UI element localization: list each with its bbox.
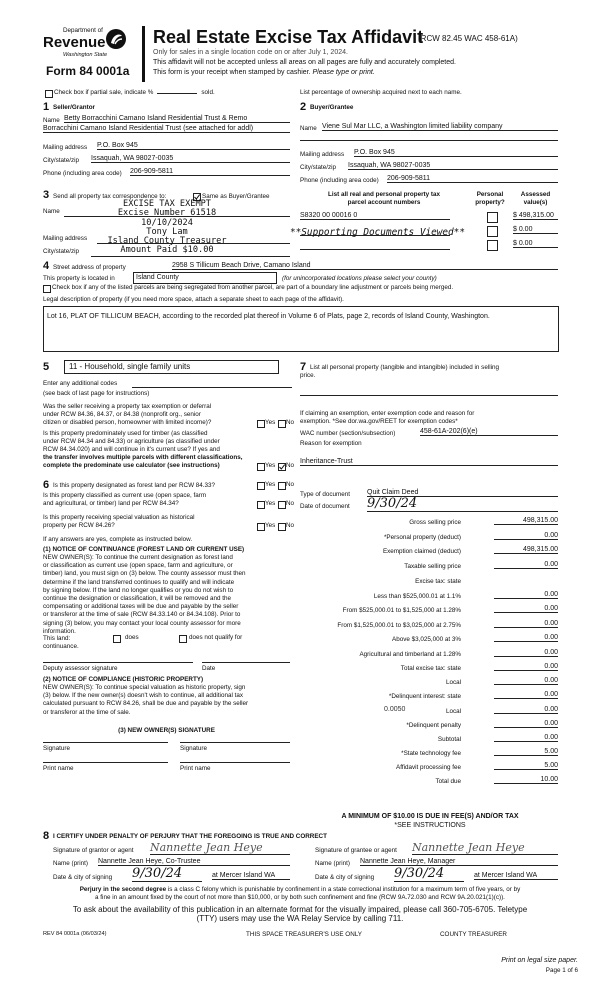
county-select-value: Island County (136, 274, 179, 281)
q5-2-line5: complete the predominate use calculator (see instructions) (43, 462, 220, 469)
q6-2-no-label: No (286, 500, 295, 507)
seller-mail-label: Mailing address (43, 144, 88, 151)
q5-1-yes-checkbox[interactable] (257, 420, 265, 428)
calc-label: Taxable selling price (404, 563, 461, 570)
revenue-logo-icon (105, 28, 127, 55)
owner-print-line-2 (180, 762, 290, 763)
dept-logo-text: Revenue (43, 34, 106, 51)
notice2-line: (3) below. If the new owner(s) doesn't wish to continue, all additional tax (43, 692, 244, 700)
document-type[interactable]: Quit Claim Deed (367, 489, 558, 497)
q6-3-line1: Is this property receiving special valuation as historical (43, 514, 195, 521)
q5-1-line2: under RCW 84.36, 84.37, or 84.38 (nonprofit org., senior (43, 411, 201, 418)
parcel-line-3 (300, 249, 450, 250)
calc-label: Affidavit processing fee (396, 764, 461, 771)
q5-2-line2: under RCW 84.34 and 84.33) or agriculture (as classified under (43, 438, 220, 445)
deputy-date-label: Date (202, 665, 216, 672)
q6-1-no-label: No (286, 481, 295, 488)
corr-name-label: Name (43, 208, 60, 215)
calc-value[interactable]: 0.00 (494, 591, 558, 599)
grantee-date-label: Date & city of signing (315, 874, 375, 881)
assessed-value-1[interactable]: $ 498,315.00 (513, 212, 558, 220)
calc-value[interactable]: 0.00 (494, 734, 558, 742)
grantor-city[interactable]: at Mercer Island WA (212, 872, 290, 880)
legal-description-label: Legal description of property (if you need more space, attach a separate sheet to each page of the affidavit). (43, 296, 344, 303)
calc-label: From $1,525,000.01 to $3,025,000 at 2.75% (337, 622, 461, 629)
q6-1-no-checkbox[interactable] (278, 482, 286, 490)
stamp-line6: Amount Paid $10.00 (120, 245, 214, 255)
parcel-col-header-2b: property? (475, 199, 505, 206)
doc-type-label: Type of document (300, 491, 351, 498)
seller-city-label: City/state/zip (43, 157, 80, 164)
calc-label: Exemption claimed (deduct) (382, 548, 461, 555)
continuance-label: continuance. (43, 643, 79, 650)
calc-label: Excise tax: state (415, 578, 461, 585)
section-5-number: 5 (43, 361, 50, 373)
checkmark-icon (279, 464, 285, 470)
calc-value[interactable]: 0.00 (494, 663, 558, 671)
calc-value[interactable]: 0.00 (494, 620, 558, 628)
if-yes-note: If any answers are yes, complete as instructed below. (43, 536, 193, 543)
grantor-name-label: Name (print) (53, 860, 88, 867)
county-select[interactable] (133, 272, 277, 284)
q5-1-line1: Was the seller receiving a property tax exemption or deferral (43, 403, 212, 410)
owner-sig-line-2 (180, 742, 290, 743)
does-qualify-checkbox[interactable] (113, 635, 121, 643)
notice1-line: signing (3) below, you may contact your local county assessor for more (43, 619, 241, 627)
this-land-label: This land: (43, 635, 71, 642)
personal-property-checkbox-2[interactable] (487, 226, 498, 237)
stamp-line3: 10/10/2024 (141, 218, 193, 228)
q6-1-yes-label: Yes (265, 481, 276, 488)
stamp-line2: Excise Number 61518 (117, 208, 217, 218)
alt-format-line2: (TTY) users may use the WA Relay Service by calling 711. (196, 914, 404, 923)
buyer-name-label: Name (300, 125, 317, 132)
located-note: (for unincorporated locations please select your county) (282, 275, 437, 282)
calc-label: *Delinquent interest: state (388, 693, 461, 700)
perjury-line1: Perjury in the second degree is a class C felony which is punishable by confinement in a state correctional institution for a maximum term of five years, or by (79, 886, 521, 893)
see-instructions: *SEE INSTRUCTIONS (394, 822, 466, 829)
partial-sale-checkbox[interactable] (45, 90, 53, 98)
grantor-name[interactable]: Nannette Jean Heye, Co-Trustee (98, 858, 290, 866)
parcel-col-header-2: Personal (476, 191, 504, 198)
grantor-date[interactable]: 9/30/24 (132, 866, 202, 882)
ownership-note: List percentage of ownership acquired next to each name. (300, 89, 462, 96)
seller-mail[interactable]: P.O. Box 945 (97, 142, 290, 150)
form-number: Form 84 0001a (46, 64, 130, 78)
calc-label: *Delinquent penalty (406, 722, 461, 729)
calc-value[interactable]: 498,315.00 (494, 517, 558, 525)
grantor-signature[interactable]: Nannette Jean Heye (150, 841, 290, 855)
notice1-line: timber) land, you must sign on (3) below. The county assessor must then (43, 570, 246, 578)
calc-value[interactable]: 5.00 (494, 762, 558, 770)
calc-value[interactable]: 0.00 (494, 706, 558, 714)
notice2-line: or transferor at the time of sale. (43, 708, 131, 716)
calc-value[interactable]: 0.00 (494, 634, 558, 642)
section-7-number: 7 (300, 361, 307, 373)
q5-2-yes-checkbox[interactable] (257, 463, 265, 471)
section-2-number: 2 (300, 101, 307, 113)
located-label: This property is located in (43, 275, 115, 282)
calc-value[interactable]: 0.00 (494, 649, 558, 657)
does-label: does (125, 634, 139, 641)
wac-label: WAC number (section/subsection) (300, 430, 396, 437)
grantee-city[interactable]: at Mercer Island WA (474, 872, 558, 880)
buyer-mail[interactable]: P.O. Box 945 (354, 149, 558, 157)
buyer-phone[interactable]: 206-909-5811 (387, 175, 558, 183)
q5-2-line3: RCW 84.34.020) and will continue in it's current use? If yes and (43, 446, 220, 453)
street-address-label: Street address of property (53, 264, 126, 271)
alt-format-line1: To ask about the availability of this publication in an alternate format for the visually impaired, please call 360-705-6705. Teletype (72, 905, 528, 914)
exemption-reason[interactable]: Inheritance-Trust (300, 458, 558, 466)
owner-signature-label-1: Signature (43, 745, 70, 752)
header-line3: This form is your receipt when stamped by cashier. Please type or print. (153, 69, 375, 76)
page-title: Real Estate Excise Tax Affidavit (153, 27, 424, 47)
personal-property-label2: price. (300, 372, 316, 379)
calc-label: Subtotal (437, 736, 461, 743)
notice1-line: compensating or additional taxes will be due and payable by the seller (43, 603, 239, 611)
additional-codes-label: Enter any additional codes (43, 380, 118, 387)
deputy-signature-label: Deputy assessor signature (43, 665, 118, 672)
grantee-date[interactable]: 9/30/24 (394, 866, 464, 882)
minimum-due-note: A MINIMUM OF $10.00 IS DUE IN FEE(S) AND/OR TAX (341, 813, 519, 820)
calc-label: Gross selling price (409, 519, 461, 526)
grantee-signature[interactable]: Nannette Jean Heye (412, 841, 558, 855)
q6-1-yes-checkbox[interactable] (257, 482, 265, 490)
stamp-line1: EXCISE TAX EXEMPT (123, 199, 211, 209)
buyer-city[interactable]: Issaquah, WA 98027-0035 (348, 162, 558, 170)
q5-2-no-label: No (286, 462, 295, 469)
personal-property-checkbox-3[interactable] (487, 240, 498, 251)
calc-label: Local (445, 708, 461, 715)
calc-label: Total excise tax: state (400, 665, 461, 672)
q5-1-no-label: No (286, 419, 295, 426)
seller-phone-label: Phone (including area code) (43, 170, 122, 177)
calc-label: Agricultural and timberland at 1.28% (359, 651, 461, 658)
sig-grantee-label: Signature of grantee or agent (315, 847, 397, 854)
buyer-phone-label: Phone (including area code) (300, 177, 379, 184)
calc-value[interactable]: 0.00 (494, 691, 558, 699)
seller-name-line1[interactable]: Betty Borracchini Camano Island Residential Trust & Remo (64, 115, 290, 123)
same-as-buyer-label: Same as Buyer/Grantee (202, 193, 270, 200)
q6-3-no-checkbox[interactable] (278, 523, 286, 531)
q5-1-no-checkbox[interactable] (278, 420, 286, 428)
section-6-number: 6 (43, 479, 50, 491)
q5-1-yes-label: Yes (265, 419, 276, 426)
section-1-number: 1 (43, 101, 50, 113)
partial-sale-label: Check box if partial sale, indicate % sold. (54, 89, 215, 96)
notice2-title: (2) NOTICE OF COMPLIANCE (HISTORIC PROPERTY) (43, 676, 204, 683)
buyer-city-label: City/state/zip (300, 164, 337, 171)
q6-3-line2: property per RCW 84.26? (43, 522, 115, 529)
buyer-name[interactable]: Viene Sul Mar LLC, a Washington limited liability company (322, 123, 558, 131)
revision-number: REV 84 0001a (06/03/24) (43, 931, 107, 937)
notice1-line: by signing below. If the land no longer qualifies or you do not wish to (43, 586, 234, 594)
county-treasurer: COUNTY TREASURER (440, 931, 507, 938)
calc-label: Less than $525,000.01 at 1.1% (373, 593, 461, 600)
q5-2-line4: the transfer involves multiple parcels with different classifications, (43, 454, 243, 461)
does-not-label: does not qualify for (189, 634, 243, 641)
calc-label: Above $3,025,000 at 3% (392, 636, 461, 643)
notice2-line: NEW OWNER(S): To continue special valuation as historic property, sign (43, 684, 246, 691)
document-date[interactable]: 9/30/24 (367, 496, 558, 512)
legal-paper-note: Print on legal size paper. (501, 957, 578, 964)
land-use-value: 11 - Household, single family units (69, 362, 191, 371)
q5-2-line1: Is this property predominately used for timber (as classified (43, 430, 208, 437)
dept-state: Washington State (63, 52, 108, 58)
corr-mail-label: Mailing address (43, 235, 88, 242)
personal-property-label: List all personal property (tangible and intangible) included in selling (310, 364, 500, 371)
q6-2-no-checkbox[interactable] (278, 501, 286, 509)
personal-property-checkbox-1[interactable] (487, 212, 498, 223)
parcel-col-header-1: List all real and personal property tax (328, 191, 440, 198)
parcel-col-header-3b: value(s) (523, 199, 548, 206)
notice1-line: information. (43, 627, 76, 635)
exemption-label2: exemption. *See dor.wa.gov/REET for exemption codes* (300, 418, 458, 425)
calc-label: From $525,000.01 to $1,525,000 at 1.28% (342, 607, 461, 614)
parcel-col-header-1b: parcel account numbers (347, 199, 421, 206)
stamp-line5: Island County Treasurer (107, 236, 227, 246)
perjury-line2: a fine in an amount fixed by the court of not more than $10,000, or by both such confinement and fine (RCW 9A.72.030 and RCW 9A.20.021(1)(c)). (95, 894, 505, 901)
calc-value[interactable]: 0.00 (494, 561, 558, 569)
notice3-title: (3) NEW OWNER(S) SIGNATURE (118, 727, 215, 734)
calc-label: *Personal property (deduct) (383, 534, 461, 541)
does-not-qualify-checkbox[interactable] (179, 635, 187, 643)
certify-heading: I CERTIFY UNDER PENALTY OF PERJURY THAT THE FOREGOING IS TRUE AND CORRECT (53, 833, 327, 840)
calc-value[interactable]: 0.00 (494, 720, 558, 728)
correspondence-label: Send all property tax correspondence to: (53, 193, 167, 200)
see-back-label: (see back of last page for instructions) (43, 390, 150, 397)
deputy-date-line (202, 662, 290, 663)
notice1-title: (1) NOTICE OF CONTINUANCE (FOREST LAND OR CURRENT USE) (43, 546, 245, 553)
assessed-value-3[interactable]: $ 0.00 (513, 240, 558, 248)
corr-city-label: City/state/zip (43, 248, 80, 255)
calc-value[interactable]: 498,315.00 (494, 546, 558, 554)
notice1-line: or transferor at the time of sale (RCW 84.33.140 or 84.34.108). Prior to (43, 611, 241, 619)
owner-print-line-1 (43, 762, 168, 763)
calc-value[interactable]: 10.00 (494, 776, 558, 784)
dept-line1: Department of (63, 27, 103, 34)
notice1-line: determine if the land transferred continues to qualify and will indicate (43, 578, 235, 586)
q5-1-line3: citizen or disabled person, homeowner with limited income)? (43, 419, 212, 426)
notice1-line: or classification as current use (open space, farm and agriculture, or (43, 562, 233, 570)
calc-value[interactable]: 0.00 (494, 605, 558, 613)
q6-2-yes-label: Yes (265, 500, 276, 507)
land-use-select[interactable] (64, 360, 279, 374)
segregated-checkbox[interactable] (43, 285, 51, 293)
q6-2-line1: Is this property classified as current use (open space, farm (43, 492, 207, 499)
rcw-reference: (RCW 82.45 WAC 458-61A) (418, 34, 518, 43)
header-line1: Only for sales in a single location code on or after July 1, 2024. (153, 49, 348, 56)
grantee-name[interactable]: Nannette Jean Heye, Manager (360, 858, 558, 866)
page-number: Page 1 of 6 (545, 967, 578, 974)
calc-label: Local (445, 679, 461, 686)
owner-signature-label-2: Signature (180, 745, 207, 752)
header-divider (142, 26, 145, 82)
reason-label: Reason for exemption (300, 440, 362, 447)
doc-date-label: Date of document (300, 503, 350, 510)
deputy-sig-line (43, 662, 193, 663)
section-4-number: 4 (43, 260, 50, 272)
personal-property-line (300, 395, 558, 396)
seller-heading: Seller/Grantor (53, 104, 95, 111)
notice1-line: continue the designation or classification, it will be removed and the (43, 595, 231, 602)
legal-description-box[interactable] (43, 306, 559, 352)
legal-description-text: Lot 16, PLAT OF TILLICUM BEACH, according to the recorded plat thereof in Volume 6 of Plats, page 2, records of Island County, Washington. (47, 313, 490, 320)
wac-number[interactable]: 458-61A-202(6)(e) (420, 428, 558, 436)
calc-label: *State technology fee (401, 750, 461, 757)
section-8-number: 8 (43, 830, 50, 842)
sig-grantor-label: Signature of grantor or agent (53, 847, 134, 854)
segregated-label: Check box if any of the listed parcels are being segregated from another parcel, are part of a boundary line adjustment or parcels being merged. (52, 284, 454, 291)
notice2-line: calculated pursuant to RCW 84.26, shall be due and payable by the seller (43, 700, 249, 708)
q5-2-yes-label: Yes (265, 462, 276, 469)
calc-value[interactable]: 0.00 (494, 677, 558, 685)
q6-3-no-label: No (286, 522, 295, 529)
seller-phone[interactable]: 206-909-5811 (130, 168, 290, 176)
corr-city-line (91, 256, 290, 257)
street-address[interactable]: 2958 S Tillicum Beach Drive, Camano Island (172, 262, 558, 270)
q6-3-yes-checkbox[interactable] (257, 523, 265, 531)
owner-print-label-2: Print name (180, 765, 211, 772)
additional-codes-line (132, 387, 292, 388)
seller-city[interactable]: Issaquah, WA 98027-0035 (91, 155, 290, 163)
section-3-number: 3 (43, 189, 50, 201)
q6-2-line2: and agricultural, or timber) land per RCW 84.34? (43, 500, 179, 507)
calc-value[interactable]: 0.00 (494, 532, 558, 540)
calc-value[interactable]: 5.00 (494, 748, 558, 756)
local-rate: 0.0050 (384, 706, 406, 713)
q6-1: Is this property designated as forest land per RCW 84.33? (53, 482, 216, 489)
owner-print-label-1: Print name (43, 765, 74, 772)
header-line2: This affidavit will not be accepted unless all areas on all pages are fully and accurately completed. (153, 59, 456, 66)
seller-name-label: Name (43, 117, 60, 124)
grantee-name-label: Name (print) (315, 860, 350, 867)
q5-2-no-checkbox[interactable] (278, 463, 286, 471)
supporting-documents-stamp: **Supporting Documents Viewed** (290, 227, 465, 238)
q6-3-yes-label: Yes (265, 522, 276, 529)
grantor-date-label: Date & city of signing (53, 874, 113, 881)
treasurer-use-only: THIS SPACE TREASURER'S USE ONLY (246, 931, 362, 938)
seller-name-line2[interactable]: Borracchini Camano Island Residential Trust (see attached for addl) (43, 125, 290, 133)
q6-2-yes-checkbox[interactable] (257, 501, 265, 509)
buyer-mail-label: Mailing address (300, 151, 345, 158)
stamp-line4: Tony Lam (146, 227, 188, 237)
exemption-label: If claiming an exemption, enter exemption code and reason for (300, 410, 475, 417)
notice1-line: NEW OWNER(S): To continue the current designation as forest land (43, 554, 233, 561)
owner-sig-line-1 (43, 742, 168, 743)
calc-label: Total due (435, 778, 461, 785)
buyer-name-extra-line (300, 140, 558, 141)
buyer-heading: Buyer/Grantee (310, 104, 354, 111)
parcel-col-header-3: Assessed (520, 191, 551, 198)
parcel-number-1[interactable]: S8320 00 00016 0 (300, 212, 450, 220)
assessed-value-2[interactable]: $ 0.00 (513, 226, 558, 234)
